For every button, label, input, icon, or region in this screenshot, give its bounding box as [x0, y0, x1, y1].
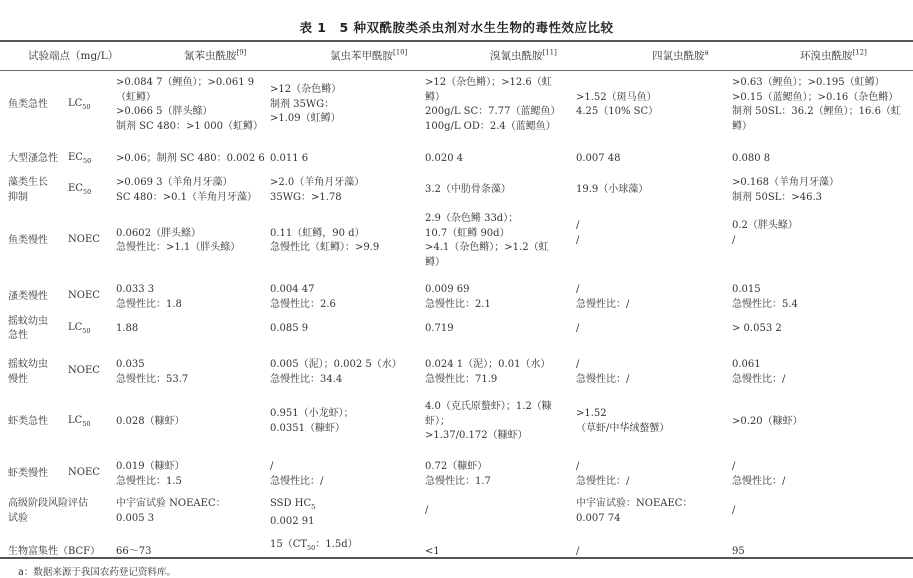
footnote: a：数据来源于我国农药登记资料库。	[18, 567, 176, 578]
table-cell: 0.2（胖头鲦） /	[732, 220, 798, 246]
table-cell: >1.52 （草虾/中华绒螯蟹）	[576, 408, 670, 434]
table-cell: / 急慢性比：/	[732, 461, 786, 487]
endpoint-unit: NOEC	[68, 365, 100, 377]
header-rule	[0, 70, 913, 71]
endpoint-unit: $EC_{50}$	[68, 152, 92, 165]
header-cyclaniliprole	[800, 48, 867, 63]
endpoint-unit: NOEC	[68, 233, 100, 245]
table-cell: >12（杂色鳉） 制剂 35WG： >1.09（虹鳟）	[270, 84, 342, 125]
table-cell: 0.11（虹鳟，90 d） 急慢性比（虹鳟）：>9.9	[270, 227, 380, 253]
table-cell: >0.069 3（羊角月牙藻） SC 480：>0.1（羊角月牙藻）	[116, 177, 258, 203]
header-ref: [12]	[852, 48, 867, 57]
table-caption: 表 1 5 种双酰胺类杀虫剂对水生生物的毒性效应比较	[299, 20, 614, 35]
table-cell: >0.06；制剂 SC 480：0.002 6	[116, 153, 265, 164]
table-cell: >0.084 7（鲤鱼）；>0.061 9 （虹鳟） >0.066 5（胖头鲦） 制剂 SC 480：>1 000（虹鳟）	[116, 77, 263, 132]
table-cell: >0.63（鲤鱼）；>0.195（虹鳟） >0.15（蓝鳃鱼）；>0.16（杂色鳉） 制剂 50SL：36.2（鲤鱼）；16.6（虹 鳟）	[732, 77, 901, 132]
table-cell: 0.719	[425, 323, 454, 334]
table-cell: SSD $HC_5$ 0.002 91	[270, 498, 316, 527]
endpoint-label: 鱼类急性	[8, 98, 48, 110]
header-ref: [10]	[393, 48, 408, 57]
table-cell: / 急慢性比：/	[576, 284, 630, 310]
endpoint-unit: NOEC	[68, 290, 100, 302]
endpoint-label: 摇蚊幼虫 急性	[8, 315, 48, 342]
header-endpoint: 试验端点（mg/L）	[28, 50, 119, 62]
table-cell: >12（杂色鳉）；>12.6（虹 鳟） 200g/L SC：7.77（蓝鳃鱼） 100g/L OD：2.4（蓝鳃鱼）	[425, 77, 561, 132]
header-ref: a	[704, 48, 709, 57]
header-tetrachlorantraniliprole	[652, 48, 709, 63]
endpoint-label: 虾类慢性	[8, 468, 48, 480]
endpoint-label: 高级阶段风险评估 试验	[8, 498, 88, 524]
table-cell: 0.035 急慢性比：53.7	[116, 359, 189, 385]
table-cell: $15(CT_{50}$：1.5d）	[270, 539, 358, 552]
table-cell: 0.009 69 急慢性比：2.1	[425, 284, 491, 310]
header-cyantraniliprole	[184, 48, 246, 63]
table-cell: 0.085 9	[270, 323, 309, 334]
endpoint-unit: $LC_{50}$	[68, 414, 91, 428]
table-cell: 0.020 4	[425, 153, 464, 164]
table-cell: 66～73	[116, 546, 152, 558]
table-cell: 19.9（小球藻）	[576, 184, 649, 196]
endpoint-unit: $LC_{50}$	[68, 322, 91, 335]
table-cell: 中宇宙试验 NOEAEC： 0.005 3	[116, 498, 226, 524]
table-cell: 0.015 急慢性比：5.4	[732, 284, 798, 310]
endpoint-label: 虾类急性	[8, 415, 48, 427]
endpoint-unit: $LC_{50}$	[68, 97, 91, 111]
table-cell: /	[425, 505, 429, 517]
table-cell: 4.0（克氏原螯虾）；1.2（糠 虾）； >1.37/0.172（糠虾）	[425, 401, 552, 441]
table-cell: 0.951（小龙虾）； 0.0351（糠虾）	[270, 408, 354, 434]
header-label: 氰苯虫酰胺	[184, 50, 237, 62]
table-cell: 95	[732, 546, 745, 558]
table-cell: 3.2（中肋骨条藻）	[425, 184, 511, 196]
table-cell: 0.019（糠虾） 急慢性比：1.5	[116, 461, 185, 487]
table-cell: / 急慢性比：/	[270, 461, 324, 487]
table-cell: 2.9（杂色鳉 33d）； 10.7（虹鳟 90d） >4.1（杂色鳉）；>1.2（虹 鳟）	[425, 213, 549, 268]
endpoint-label: 鱼类慢性	[8, 234, 48, 246]
table-cell: 0.061 急慢性比：/	[732, 359, 786, 385]
table-cell: 0.028（糠虾）	[116, 415, 185, 427]
header-cyantraniliprole-br	[490, 48, 557, 63]
table-cell: 0.011 6	[270, 153, 309, 164]
endpoint-unit: NOEC	[68, 467, 100, 479]
header-label: 环溴虫酰胺	[800, 50, 853, 62]
header-label: 氯虫苯甲酰胺	[330, 50, 393, 62]
table-cell: /	[576, 323, 580, 334]
header-ref: [11]	[542, 48, 557, 57]
table-cell: >0.20（糠虾）	[732, 415, 803, 427]
header-label: 溴氰虫酰胺	[490, 50, 543, 62]
table-cell: 中宇宙试验：NOEAEC： 0.007 74	[576, 498, 693, 524]
endpoint-label: 藻类生长 抑制	[8, 177, 48, 203]
table-cell: 0.007 48	[576, 153, 621, 164]
header-chlorantraniliprole	[330, 48, 407, 63]
top-rule	[0, 40, 913, 42]
table-cell: >0.168（羊角月牙藻） 制剂 50SL：>46.3	[732, 177, 840, 203]
table-cell: 0.024 1（泥）；0.01（水） 急慢性比：71.9	[425, 359, 551, 385]
header-label: 四氯虫酰胺	[652, 50, 705, 62]
endpoint-label: 摇蚊幼虫 慢性	[8, 359, 48, 385]
table-cell: / 急慢性比：/	[576, 461, 630, 487]
table-cell: /	[576, 546, 580, 558]
endpoint-label: 大型溞急性	[8, 153, 58, 164]
endpoint-label: 溞类慢性	[8, 291, 48, 303]
table-cell: <1	[425, 546, 440, 558]
table-cell: / 急慢性比：/	[576, 359, 630, 385]
table-cell: 0.033 3 急慢性比：1.8	[116, 284, 182, 310]
table-cell: > 0.053 2	[732, 323, 782, 334]
table-cell: / /	[576, 220, 580, 246]
table-cell: 0.004 47 急慢性比：2.6	[270, 284, 336, 310]
table-cell: >2.0（羊角月牙藻） 35WG：>1.78	[270, 177, 365, 203]
table-cell: 1.88	[116, 323, 139, 334]
table-cell: 0.080 8	[732, 153, 771, 164]
table-cell: >1.52（斑马鱼） 4.25（10% SC）	[576, 91, 659, 117]
table-cell: 0.72（糠虾） 急慢性比：1.7	[425, 461, 491, 487]
header-ref: [9]	[236, 48, 247, 57]
table-cell: 0.005（泥）；0.002 5（水） 急慢性比：34.4	[270, 359, 402, 385]
endpoint-label: 生物富集性（BCF）	[8, 546, 101, 558]
table-cell: /	[732, 505, 736, 517]
endpoint-unit: $EC_{50}$	[68, 183, 92, 197]
table-cell: 0.0602（胖头鲦） 急慢性比：>1.1（胖头鲦）	[116, 227, 241, 253]
